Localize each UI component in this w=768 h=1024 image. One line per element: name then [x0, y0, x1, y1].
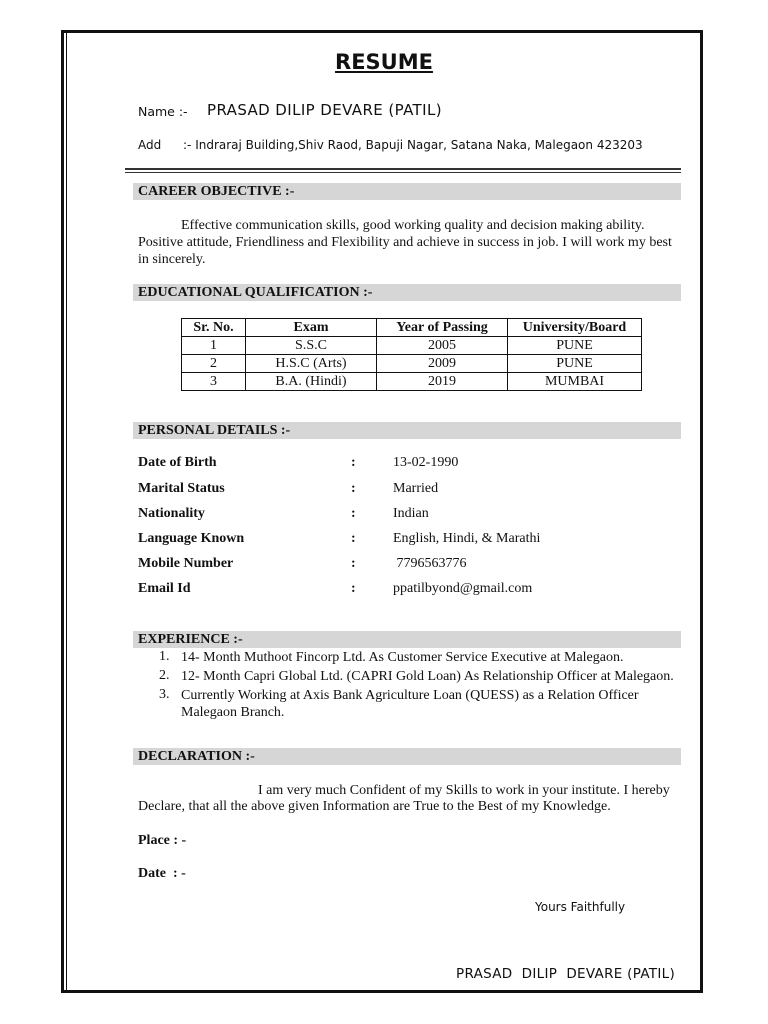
experience-item-continued: Malegaon Branch.	[181, 705, 285, 720]
email-value: ppatilbyond@gmail.com	[393, 581, 533, 596]
table-cell: 3	[182, 373, 246, 391]
name-label: Name :-	[138, 104, 188, 119]
section-experience: EXPERIENCE :-	[133, 631, 681, 648]
section-education: EDUCATIONAL QUALIFICATION :-	[133, 284, 681, 301]
nationality-value: Indian	[393, 506, 429, 521]
table-cell: 2005	[377, 337, 508, 355]
signature-name: PRASAD DILIP DEVARE (PATIL)	[456, 966, 676, 982]
table-cell: PUNE	[508, 337, 642, 355]
table-cell: PUNE	[508, 355, 642, 373]
experience-item: 14- Month Muthoot Fincorp Ltd. As Customer Service Executive at Malegaon.	[181, 650, 624, 665]
column-header: Sr. No.	[182, 319, 246, 337]
address-value: :- Indraraj Building,Shiv Raod, Bapuji Nagar, Satana Naka, Malegaon 423203	[183, 138, 643, 152]
language-value: English, Hindi, & Marathi	[393, 531, 541, 546]
table-cell: S.S.C	[246, 337, 377, 355]
table-row	[182, 373, 642, 391]
closing-text: Yours Faithfully	[535, 900, 626, 914]
career-line-1: Effective communication skills, good working quality and decision making ability.	[181, 218, 645, 233]
dob-value: 13-02-1990	[393, 455, 459, 470]
nationality-colon: :	[351, 506, 356, 521]
marital-status-label: Marital Status	[138, 481, 225, 496]
mobile-colon: :	[351, 556, 356, 571]
education-table	[181, 318, 642, 391]
experience-number: 2.	[159, 668, 170, 683]
table-cell: B.A. (Hindi)	[246, 373, 377, 391]
section-career-objective: CAREER OBJECTIVE :-	[133, 183, 681, 200]
section-declaration: DECLARATION :-	[133, 748, 681, 765]
career-line-2: Positive attitude, Friendliness and Flexibility and achieve in success in job. I will work my best	[138, 235, 672, 250]
marital-status-value: Married	[393, 481, 439, 496]
header-divider	[125, 168, 681, 170]
table-header-row	[182, 319, 642, 337]
declaration-line-2: Declare, that all the above given Information are True to the Best of my Knowledge.	[138, 799, 611, 814]
mobile-label: Mobile Number	[138, 556, 234, 571]
table-cell: 2	[182, 355, 246, 373]
section-personal-details: PERSONAL DETAILS :-	[133, 422, 681, 439]
language-label: Language Known	[138, 531, 245, 546]
experience-number: 3.	[159, 687, 170, 702]
place-label: Place : -	[138, 833, 187, 848]
column-header: University/Board	[508, 319, 642, 337]
table-cell: 2019	[377, 373, 508, 391]
header-divider-thin	[125, 172, 681, 173]
declaration-line-1: I am very much Confident of my Skills to work in your institute. I hereby	[258, 783, 670, 798]
experience-number: 1.	[159, 649, 170, 664]
address-label: Add	[138, 138, 162, 152]
table-cell: 1	[182, 337, 246, 355]
resume-title: RESUME	[335, 50, 433, 74]
column-header: Exam	[246, 319, 377, 337]
career-line-3: in sincerely.	[138, 252, 206, 267]
date-label: Date : -	[138, 866, 186, 881]
email-label: Email Id	[138, 581, 191, 596]
mobile-value: 7796563776	[393, 556, 467, 571]
experience-item: Currently Working at Axis Bank Agriculture Loan (QUESS) as a Relation Officer	[181, 688, 639, 703]
table-cell: H.S.C (Arts)	[246, 355, 377, 373]
name-value: PRASAD DILIP DEVARE (PATIL)	[207, 101, 442, 119]
table-cell: 2009	[377, 355, 508, 373]
nationality-label: Nationality	[138, 506, 205, 521]
email-colon: :	[351, 581, 356, 596]
experience-item: 12- Month Capri Global Ltd. (CAPRI Gold Loan) As Relationship Officer at Malegaon.	[181, 669, 674, 684]
dob-label: Date of Birth	[138, 455, 217, 470]
table-row	[182, 337, 642, 355]
dob-colon: :	[351, 455, 356, 470]
column-header: Year of Passing	[377, 319, 508, 337]
table-cell: MUMBAI	[508, 373, 642, 391]
table-row	[182, 355, 642, 373]
language-colon: :	[351, 531, 356, 546]
marital-status-colon: :	[351, 481, 356, 496]
